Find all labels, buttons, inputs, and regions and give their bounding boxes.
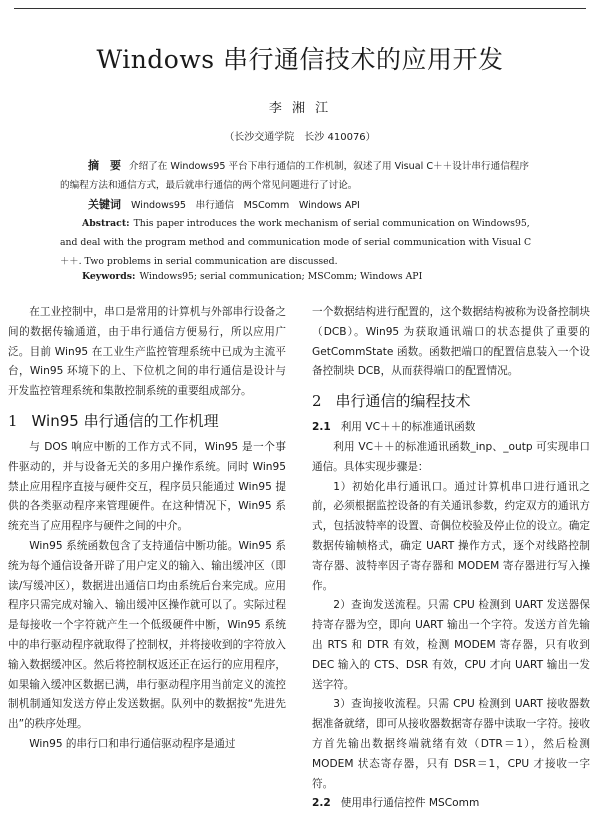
section-2-title: 串行通信的编程技术	[335, 392, 471, 411]
section-1-heading	[8, 410, 286, 432]
section-1-number: 1	[8, 411, 18, 430]
keywords-en-text: Windows95; serial communication; MSComm; Windows API	[139, 271, 423, 282]
subsection-2-1-heading	[312, 418, 590, 438]
section-1-title: Win95 串行通信的工作机理	[31, 411, 219, 430]
keywords-cn-label: 关键词	[88, 198, 121, 211]
author: 李 湘 江	[268, 101, 332, 116]
abstract-en	[60, 214, 538, 271]
abstract-cn	[60, 156, 538, 195]
keywords-en	[60, 267, 538, 286]
subsection-2-2-title: 使用串行通信控件 MSComm	[340, 797, 480, 810]
paper-title: Windows 串行通信技术的应用开发	[96, 45, 504, 74]
abstract-en-text: This paper introduces the work mechanism of serial communication on Windows95, and deal with the program method and communication mode of serial communication with Visual C＋＋. Two problems in serial communication are discussed.	[60, 218, 532, 267]
intro-paragraph: 在工业控制中，串口是常用的计算机与外部串行设备之间的数据传输通道，由于串行通信方便易行，所以应用广泛。目前 Win95 在工业生产监控管理系统中已成为主流平台，Win95 环境下的上、下位机之间的串行通信是设计与开发监控管理系统和集散控制系统的重要组成部分。	[8, 306, 286, 398]
subsection-2-2-number: 2.2	[312, 797, 331, 810]
subsection-2-1-title: 利用 VC＋＋的标准通讯函数	[340, 421, 476, 434]
subsection-2-2-heading	[312, 794, 590, 814]
section-2-heading	[312, 390, 590, 412]
section-1-paragraph-1: 与 DOS 响应中断的工作方式不同，Win95 是一个事件驱动的，并与设备无关的多用户操作系统。同时 Win95 禁止应用程序直接与硬件交互，程序员只能通过 Win95 提供的各类驱动程序来管理硬件。在这种情况下，Win95 系统充当了应用程序与硬件之间的中介。	[8, 440, 286, 533]
step-3-paragraph: 3）查询接收流程。只需 CPU 检测到 UART 接收器数据准备就绪，即可从接收器数据寄存器中读取一字符。接收方首先输出数据终端就绪有效（DTR＝1），然后检测 MODEM 状态寄存器，只有 DSR＝1，CPU 才接收一字符。	[312, 698, 590, 790]
section-1-paragraph-3: Win95 的串行口和串行通信驱动程序是通过	[29, 737, 236, 750]
section-2-number: 2	[312, 392, 322, 411]
abstract-en-label: Abstract:	[82, 218, 130, 229]
abstract-cn-text: 介绍了在 Windows95 平台下串行通信的工作机制，叙述了用 Visual C＋＋设计串行通信程序的编程方法和通信方式，最后就串行通信的两个常见问题进行了讨论。	[60, 161, 529, 191]
step-2-paragraph: 2）查询发送流程。只需 CPU 检测到 UART 发送器保持寄存器为空，即向 UART 输出一个字符。发送方首先输出 RTS 和 DTR 有效，检测 MODEM 寄存器，只有收到 DEC 输入的 CTS、DSR 有效，CPU 才向 UART 输出一发送字符。	[312, 599, 590, 691]
step-1-paragraph: 1）初始化串行通讯口。通过计算机串口进行通讯之前，必须根据监控设备的有关通讯参数，约定双方的通讯方式，包括波特率的设置、奇偶位校验及停止位的设立。确定数据传输帧格式，确定 UART 操作方式，逐个对线路控制寄存器、波特率因子寄存器和 MODEM 寄存器进行写入操作。	[312, 480, 590, 592]
keywords-en-label: Keywords:	[82, 271, 136, 282]
subsection-2-1-number: 2.1	[312, 421, 331, 434]
affiliation: （长沙交通学院 长沙 410076）	[224, 132, 376, 143]
subsection-2-1-paragraph: 利用 VC＋＋的标准通讯函数_inp、_outp 可实现串口通信。具体实现步骤是：	[312, 440, 590, 473]
abstract-cn-label: 摘 要	[88, 159, 121, 172]
top-rule	[14, 8, 586, 9]
right-column	[312, 303, 590, 814]
keywords-cn-text: Windows95 串行通信 MSComm Windows API	[131, 200, 360, 211]
keywords-cn	[60, 195, 538, 215]
left-column	[8, 303, 286, 755]
section-1-paragraph-2: Win95 系统函数包含了支持通信中断功能。Win95 系统为每个通信设备开辟了用户定义的输入、输出缓冲区（即读/写缓冲区），数据进出通信口均由系统后台来完成。应用程序只需完成对输入、输出缓冲区操作就可以了。实际过程是每接收一个字符就产生一个低级硬件中断，Win95 系统中的串行驱动程序就取得了控制权，并将接收到的字符放入输入数据缓冲区。然后将控制权返还正在运行的应用程序，如果输入缓冲区数据已满，串行驱动程序用当前定义的流控制机制通知发送方停止发送数据。队列中的数据按“先进先出”的秩序处理。	[8, 539, 286, 731]
continued-paragraph: 一个数据结构进行配置的，这个数据结构被称为设备控制块（DCB）。Win95 为获取通讯端口的状态提供了重要的 GetCommState 函数。函数把端口的配置信息装入一个设备控制块 DCB，从而获得端口的配置情况。	[312, 306, 590, 378]
